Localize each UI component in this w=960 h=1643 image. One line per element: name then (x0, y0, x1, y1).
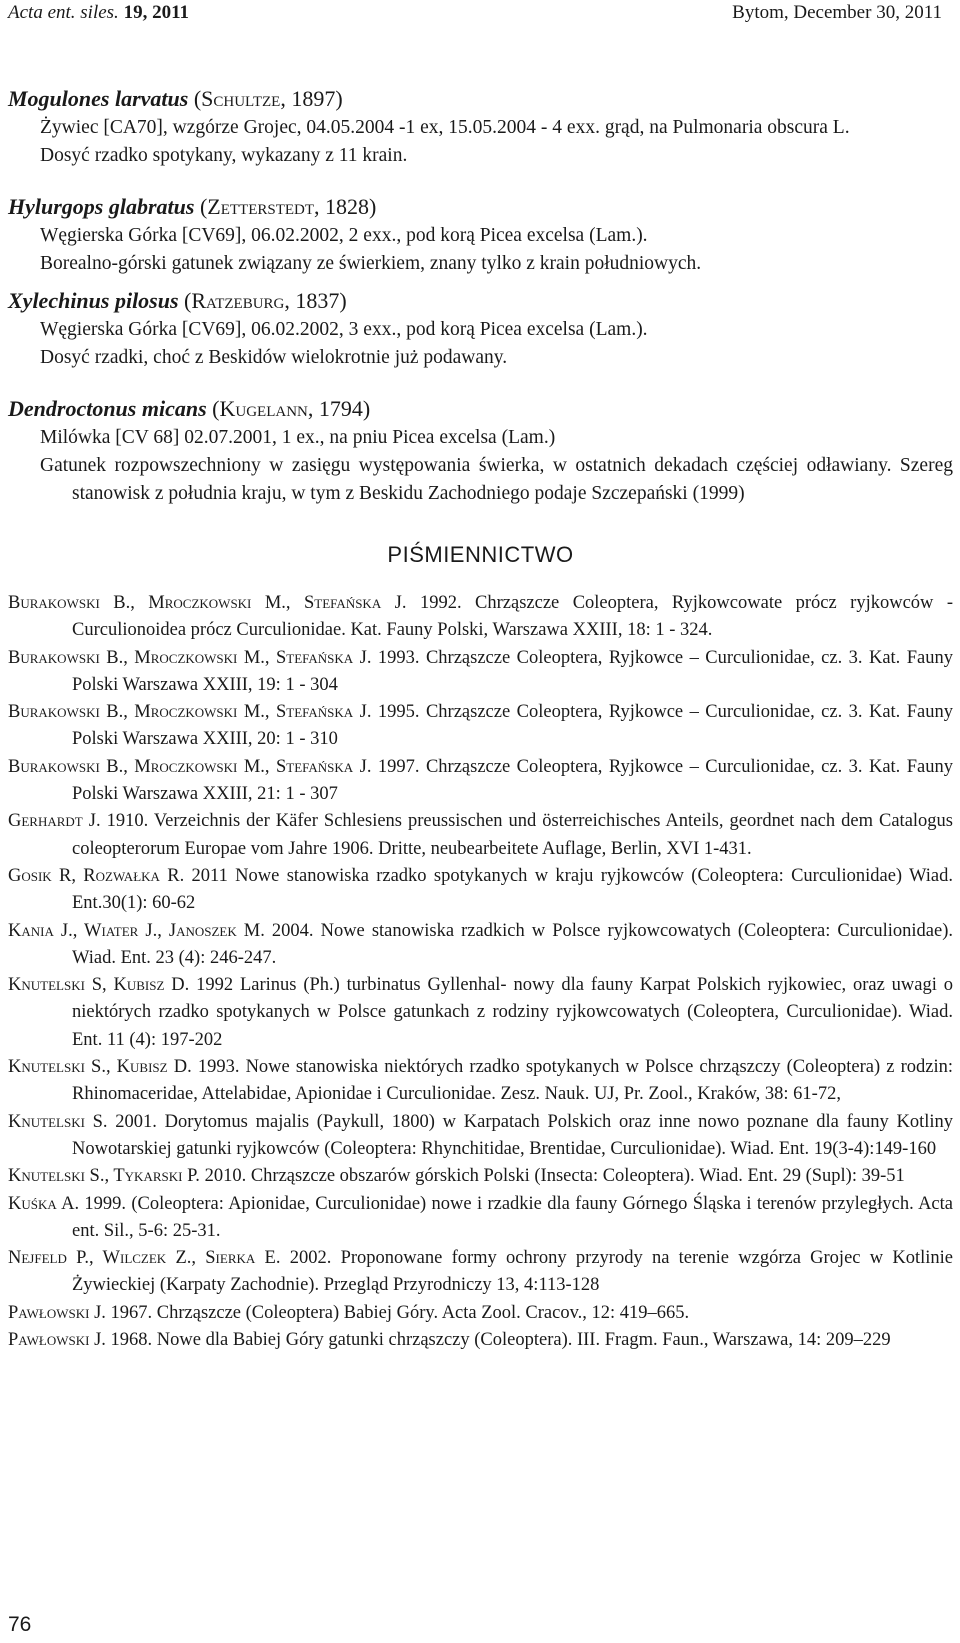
reference-authors: Kania J., Wiater J., Janoszek M. (8, 920, 265, 941)
reference-text: 1999. (Coleoptera: Apionidae, Curculionidae) nowe i rzadkie dla fauny Górnego Śląska i terenów przyległych. Acta ent. Sil., 5-6: 25-31. (72, 1193, 953, 1241)
reference-item (8, 1327, 953, 1354)
species-year: 1837 (295, 288, 340, 313)
reference-item (8, 808, 953, 863)
reference-item (8, 754, 953, 809)
reference-item (8, 1109, 953, 1164)
species-note: Gatunek rozpowszechniony w zasięgu występowania świerka, w ostatnich dekadach częściej odławiany. Szereg stanowisk z południa kraju, w tym z Beskidu Zachodniego podaje Szczepański (1999) (40, 455, 953, 504)
species-author: Zetterstedt (207, 194, 315, 219)
reference-authors: Burakowski B., Mroczkowski M., Stefańska J. (8, 756, 372, 777)
reference-authors: Knutelski S., Kubisz D. (8, 1057, 192, 1078)
reference-text: 1993. Nowe stanowiska niektórych rzadko spotykanych w Polsce chrząszczy (Coleoptera) z rodzin: Rhinomaceridae, Attelabidae, Apionidae i Curculionidae. Zesz. Nauk. UJ, Pr. Zool., Kraków, 38: 61-72, (72, 1057, 953, 1105)
reference-text: 2010. Chrząszcze obszarów górskich Polski (Insecta: Coleoptera). Wiad. Ent. 29 (Supl): 39-51 (199, 1166, 905, 1187)
species-note: Dosyć rzadko spotykany, wykazany z 11 krain. (40, 145, 408, 166)
species-name: Xylechinus pilosus (8, 288, 179, 313)
species-entry (8, 286, 953, 372)
reference-authors: Pawłowski J. (8, 1330, 106, 1351)
section-title: PIŚMIENNICTWO (387, 542, 574, 567)
reference-text: 1910. Verzeichnis der Käfer Schlesiens preussischen und österreichisches Anteils, geordnet nach dem Catalogus coleopterorum Europae vom Jahre 1906. Dritte, neubearbeitete Auflage, Berlin, XVI 1-431. (72, 811, 953, 859)
species-entry (8, 192, 953, 278)
reference-text: 1992 Larinus (Ph.) turbinatus Gyllenhal- nowy dla fauny Karpat Polskich ryjkowiec, oraz uwagi o niektórych rzadko spotykanych w Polsce gatunkach z rodziny ryjkowcowatych (Coleoptera, Curculionidae). Wiad. Ent. 11 (4): 197-202 (72, 975, 953, 1050)
reference-text: 1992. Chrząszcze Coleoptera, Ryjkowcowate prócz ryjkowców - Curculionoidea prócz Curculionidae. Kat. Fauny Polski, Warszawa XXIII, 18: 1 - 324. (72, 593, 954, 641)
page-content (8, 84, 953, 1354)
species-record: Żywiec [CA70], wzgórze Grojec, 04.05.2004 -1 ex, 15.05.2004 - 4 exx. grąd, na Pulmonaria obscura L. (40, 117, 850, 138)
species-year: 1897 (291, 86, 336, 111)
reference-item (8, 1191, 953, 1246)
reference-authors: Kuśka A. (8, 1193, 80, 1214)
reference-text: 1995. Chrząszcze Coleoptera, Ryjkowce – Curculionidae, cz. 3. Kat. Fauny Polski Warszawa XXIII, 20: 1 - 310 (72, 702, 953, 750)
species-author: Ratzeburg (191, 288, 285, 313)
reference-item (8, 699, 953, 754)
reference-authors: Knutelski S., Tykarski P. (8, 1166, 200, 1187)
reference-list (8, 590, 953, 1354)
reference-item (8, 1163, 953, 1190)
reference-item (8, 972, 953, 1054)
species-year: 1828 (325, 194, 370, 219)
reference-authors: Knutelski S, Kubisz D. (8, 975, 190, 996)
reference-item (8, 1054, 953, 1109)
reference-authors: Pawłowski J. (8, 1302, 106, 1323)
species-note: Dosyć rzadki, choć z Beskidów wielokrotnie już podawany. (40, 347, 508, 368)
reference-authors: Burakowski B., Mroczkowski M., Stefańska J. (8, 702, 372, 723)
species-title: Mogulones larvatus (Schultze, 1897) (8, 86, 343, 111)
species-entry (8, 394, 953, 508)
reference-authors: Gosik R, Rozwałka R. (8, 865, 185, 886)
reference-authors: Burakowski B., Mroczkowski M., Stefańska J. (8, 593, 407, 613)
species-record: Węgierska Górka [CV69], 06.02.2002, 3 exx., pod korą Picea excelsa (Lam.). (40, 319, 648, 340)
reference-text: 2004. Nowe stanowiska rzadkich w Polsce ryjkowcowatych (Coleoptera: Curculionidae). Wiad. Ent. 23 (4): 246-247. (72, 920, 953, 968)
species-record: Węgierska Górka [CV69], 06.02.2002, 2 exx., pod korą Picea excelsa (Lam.). (40, 225, 648, 246)
reference-item (8, 1245, 953, 1300)
species-author: Kugelann (219, 396, 308, 421)
species-title: Xylechinus pilosus (Ratzeburg, 1837) (8, 288, 347, 313)
species-note: Borealno-górski gatunek związany ze świerkiem, znany tylko z krain południowych. (40, 253, 702, 274)
reference-text: 2001. Dorytomus majalis (Paykull, 1800) w Karpatach Polskich oraz inne nowo poznane dla fauny Kotliny Nowotarskiej gatunki ryjkowców (Coleoptera: Rhynchitidae, Brentidae, Curculionidae). Wiad. Ent. 19(3-4):149-160 (72, 1111, 953, 1159)
species-title: Dendroctonus micans (Kugelann, 1794) (8, 396, 371, 421)
reference-text: 1997. Chrząszcze Coleoptera, Ryjkowce – Curculionidae, cz. 3. Kat. Fauny Polski Warszawa XXIII, 21: 1 - 307 (72, 756, 953, 805)
reference-text: 2002. Proponowane formy ochrony przyrody na terenie wzgórza Grojec w Kotlinie Żywieckiej (Karpaty Zachodnie). Przegląd Przyrodniczy 13, 4:113-128 (72, 1248, 953, 1296)
journal-name: Acta ent. siles. (8, 2, 119, 23)
reference-authors: Burakowski B., Mroczkowski M., Stefańska J. (8, 647, 372, 668)
species-title: Hylurgops glabratus (Zetterstedt, 1828) (8, 194, 377, 219)
species-author: Schultze (201, 86, 281, 111)
reference-authors: Knutelski S. (8, 1111, 108, 1132)
reference-item (8, 1300, 953, 1327)
reference-text: 1968. Nowe dla Babiej Góry gatunki chrząszczy (Coleoptera). III. Fragm. Faun., Warszawa, 14: 209–229 (105, 1330, 891, 1351)
reference-authors: Gerhardt J. (8, 811, 101, 832)
running-header (8, 2, 942, 28)
page-number: 76 (8, 1613, 32, 1636)
reference-text: 1967. Chrząszcze (Coleoptera) Babiej Góry. Acta Zool. Cracov., 12: 419–665. (105, 1302, 690, 1323)
reference-item (8, 645, 953, 700)
species-name: Dendroctonus micans (8, 396, 207, 421)
publication-date: Bytom, December 30, 2011 (732, 2, 942, 23)
reference-item (8, 863, 953, 918)
reference-item (8, 918, 953, 973)
species-name: Hylurgops glabratus (8, 194, 195, 219)
reference-text: 2011 Nowe stanowiska rzadko spotykanych w kraju ryjkowców (Coleoptera: Curculionidae) Wiad. Ent.30(1): 60-62 (72, 865, 953, 914)
reference-item (8, 590, 953, 645)
reference-authors: Nejfeld P., Wilczek Z., Sierka E. (8, 1248, 281, 1269)
journal-info (8, 2, 189, 28)
species-entry (8, 84, 953, 170)
species-record: Milówka [CV 68] 02.07.2001, 1 ex., na pniu Picea excelsa (Lam.) (40, 427, 556, 448)
reference-text: 1993. Chrząszcze Coleoptera, Ryjkowce – Curculionidae, cz. 3. Kat. Fauny Polski Warszawa XXIII, 19: 1 - 304 (72, 647, 953, 695)
species-name: Mogulones larvatus (8, 86, 189, 111)
journal-volume: 19, 2011 (123, 2, 190, 23)
species-year: 1794 (318, 396, 363, 421)
